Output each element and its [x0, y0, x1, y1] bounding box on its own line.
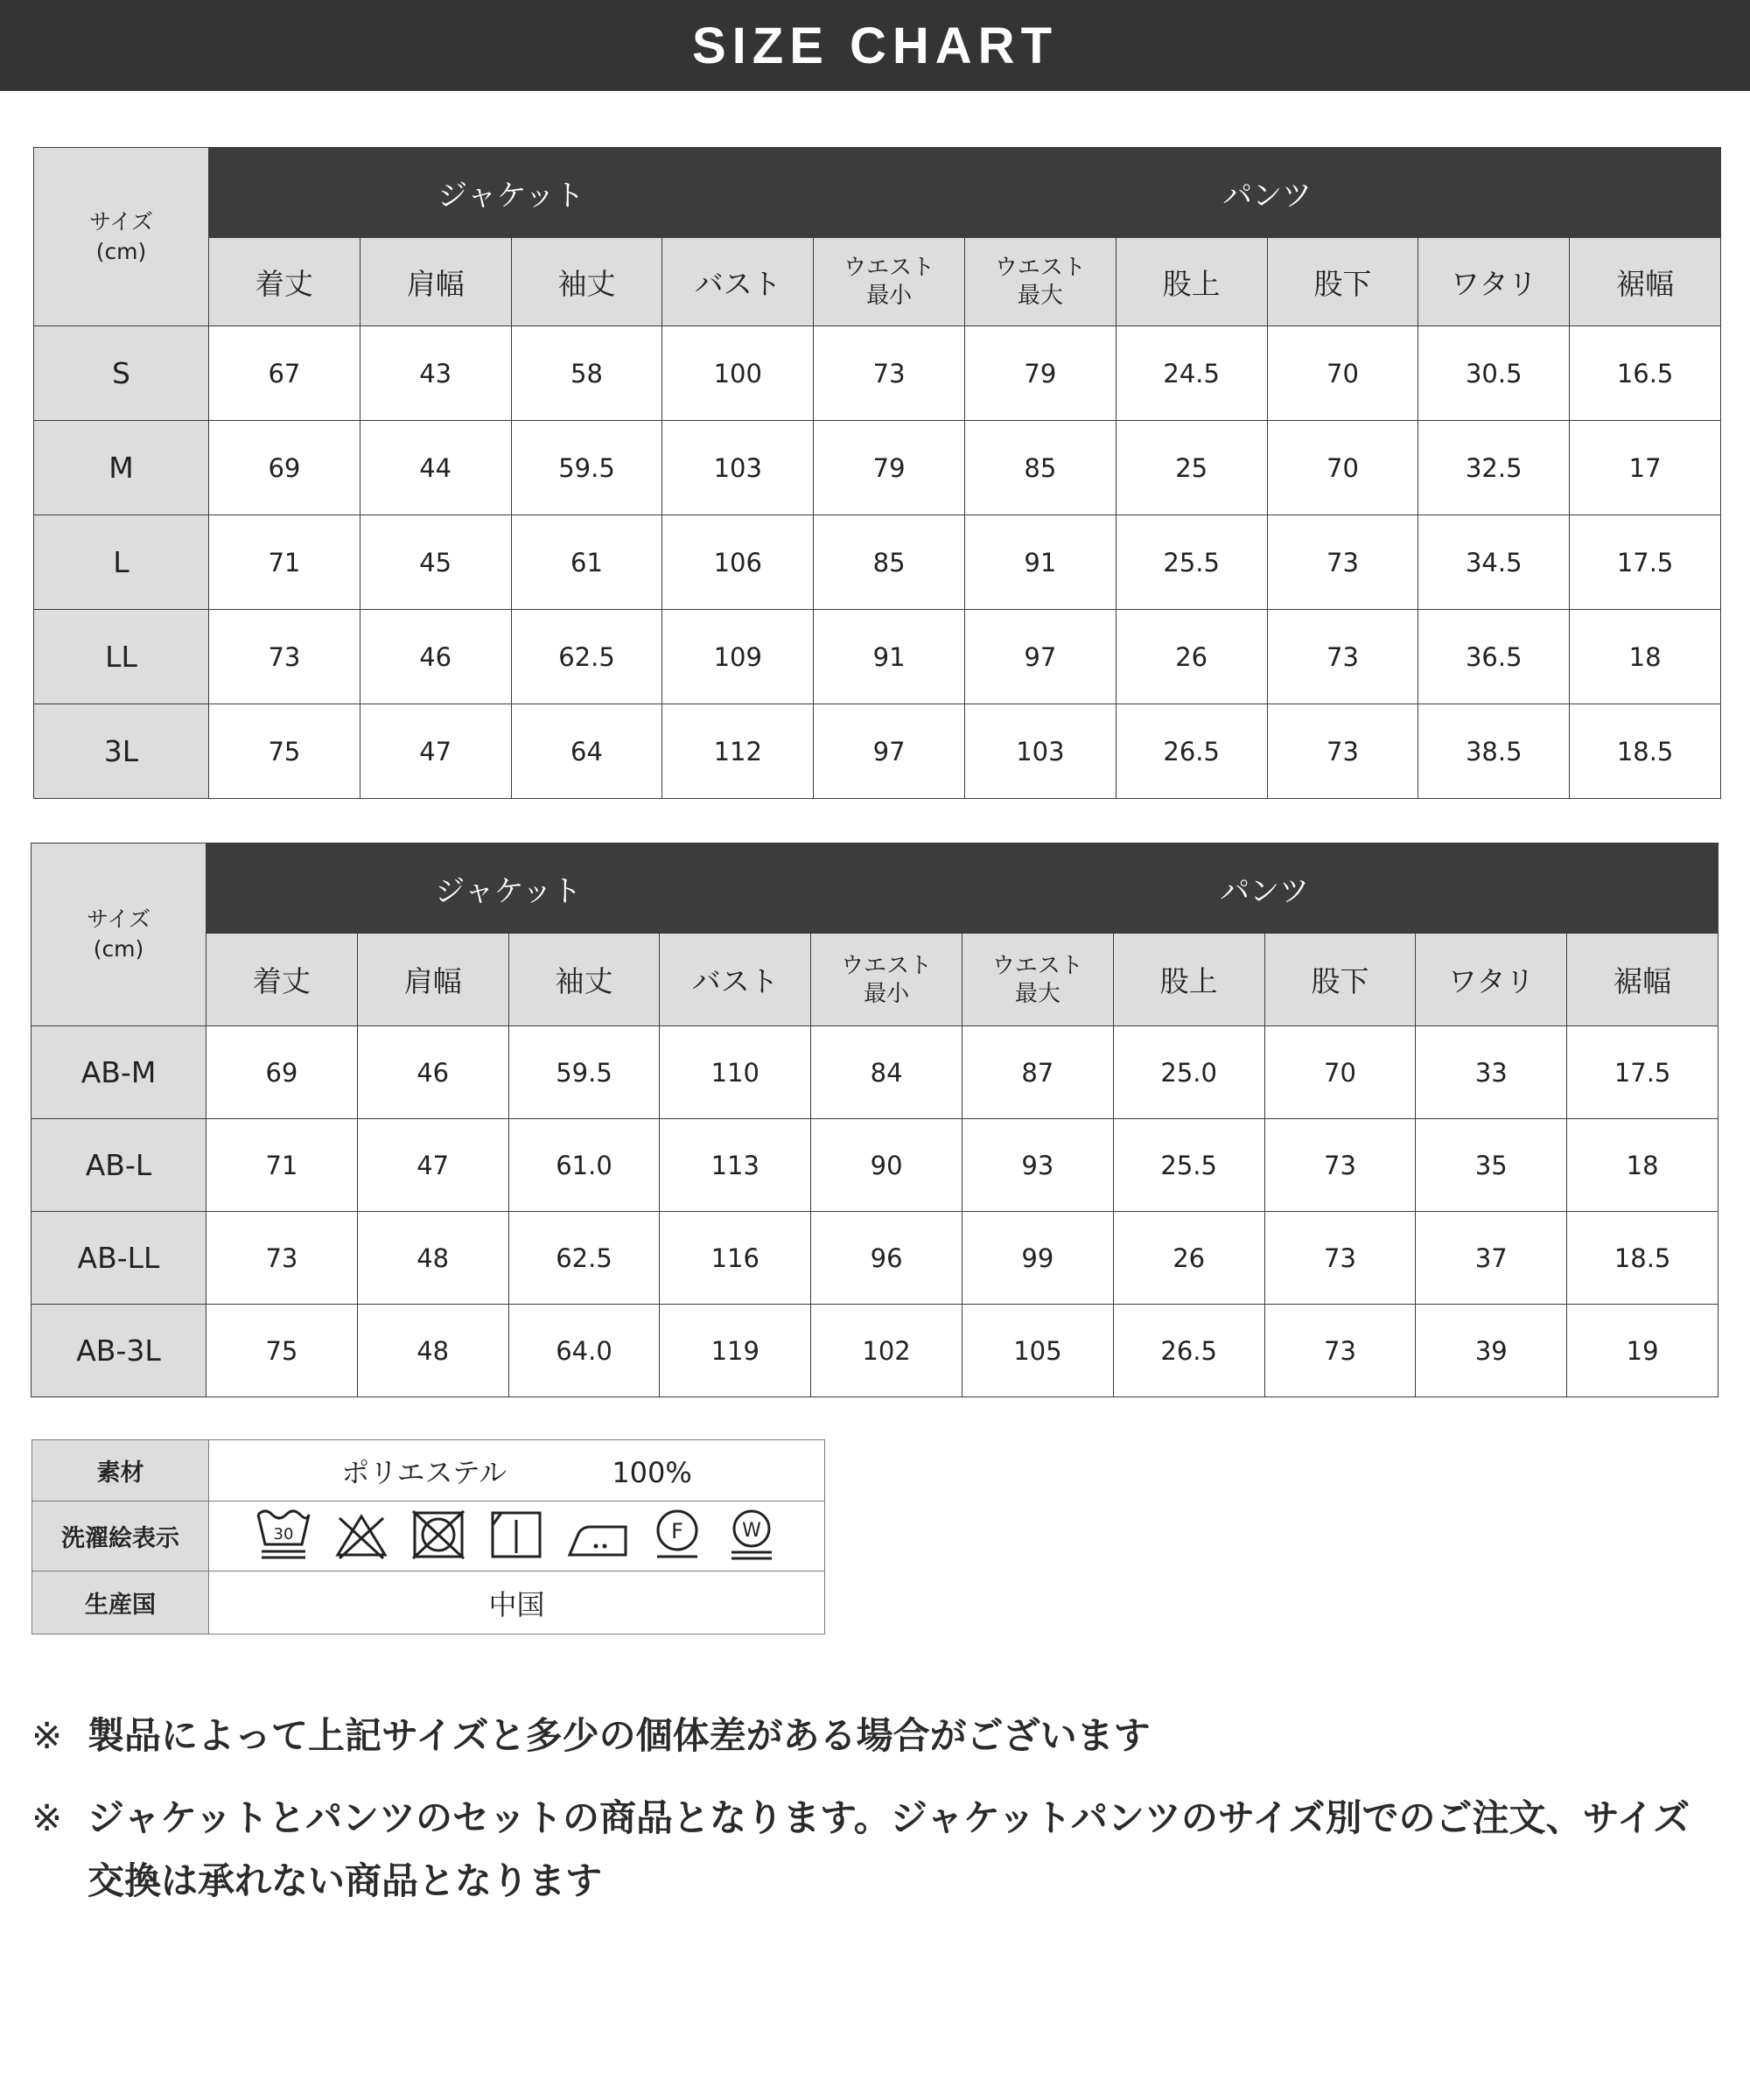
table-cell: 37: [1416, 1212, 1567, 1305]
page-title: SIZE CHART: [692, 17, 1058, 74]
column-header-line: 股下: [1311, 964, 1369, 998]
table-cell: 25.5: [1116, 515, 1267, 610]
column-header-line: 肩幅: [406, 266, 465, 301]
column-header-line: バスト: [694, 266, 781, 301]
column-header: [357, 934, 508, 1026]
no-tumble-dry-icon: [410, 1508, 467, 1565]
table-cell: 26: [1116, 610, 1267, 704]
column-header-line: 着丈: [252, 964, 311, 998]
table-cell: 75: [206, 1305, 358, 1397]
table-cell: 62.5: [508, 1212, 660, 1305]
column-header: [1267, 238, 1418, 326]
table-cell: 26.5: [1116, 704, 1267, 799]
column-header-line: 股上: [1162, 266, 1221, 301]
column-header: [360, 238, 511, 326]
column-header-line: 袖丈: [555, 964, 613, 998]
line-dry-shade-icon: [487, 1508, 545, 1565]
table-cell: 85: [964, 421, 1116, 515]
material-percent: 100%: [612, 1455, 692, 1489]
table-cell: 70: [1267, 421, 1418, 515]
column-header-line: 股下: [1313, 266, 1372, 301]
table-cell: 79: [964, 326, 1116, 421]
table-cell: 38.5: [1418, 704, 1570, 799]
size-label: サイズ: [86, 906, 150, 932]
column-header-line: 袖丈: [557, 266, 616, 301]
table-cell: 70: [1267, 326, 1418, 421]
table-cell: 119: [660, 1305, 811, 1397]
material-value: [209, 1440, 825, 1502]
table-cell: 73: [206, 1212, 358, 1305]
table-row: [34, 421, 1721, 515]
table-row: [32, 1305, 1718, 1397]
table-cell: 47: [357, 1119, 508, 1212]
table-row: [34, 515, 1721, 610]
table-cell: 17: [1570, 421, 1721, 515]
table-cell: 25.5: [1113, 1119, 1264, 1212]
table-cell: 30.5: [1418, 326, 1570, 421]
note-mark: ※: [32, 1714, 63, 1757]
group-header-jacket: ジャケット: [209, 148, 814, 238]
wash-30-icon: [255, 1508, 312, 1565]
table-cell: 116: [660, 1212, 811, 1305]
table-cell: 48: [357, 1305, 508, 1397]
column-header: [811, 934, 962, 1026]
column-header: [209, 238, 360, 326]
column-header: [814, 238, 965, 326]
origin-value: 中国: [209, 1572, 825, 1634]
size-row-header: AB-LL: [32, 1212, 206, 1305]
size-row-header: S: [34, 326, 209, 421]
column-header: [1416, 934, 1567, 1026]
table-cell: 24.5: [1116, 326, 1267, 421]
table-cell: 19: [1567, 1305, 1718, 1397]
table-cell: 97: [814, 704, 965, 799]
column-header: [1418, 238, 1570, 326]
column-header: [508, 934, 660, 1026]
table-row: [34, 704, 1721, 799]
size-table-ab: [31, 843, 1718, 1397]
size-corner-header: [34, 148, 209, 326]
note-text: ジャケットとパンツのセットの商品となります。ジャケットパンツのサイズ別でのご注文、サイズ交換は承れない商品となります: [88, 1796, 1690, 1902]
table-cell: 73: [1264, 1119, 1416, 1212]
table-cell: 73: [1264, 1212, 1416, 1305]
table-cell: 93: [962, 1119, 1113, 1212]
column-header: [964, 238, 1116, 326]
table-cell: 102: [811, 1305, 962, 1397]
table-cell: 43: [360, 326, 511, 421]
size-row-header: M: [34, 421, 209, 515]
table-cell: 73: [1267, 704, 1418, 799]
table-cell: 73: [1264, 1305, 1416, 1397]
column-header: [1116, 238, 1267, 326]
table-cell: 44: [360, 421, 511, 515]
column-header-line: 最小: [864, 980, 910, 1007]
note-text: 製品によって上記サイズと多少の個体差がある場合がございます: [88, 1714, 1151, 1757]
table-cell: 64: [511, 704, 662, 799]
care-label: 洗濯絵表示: [32, 1502, 209, 1572]
table-cell: 26.5: [1113, 1305, 1264, 1397]
size-table-regular: [33, 147, 1721, 799]
table-cell: 103: [964, 704, 1116, 799]
table-cell: 34.5: [1418, 515, 1570, 610]
svg-text:F: F: [671, 1518, 684, 1544]
table-row: [32, 1119, 1718, 1212]
size-label: サイズ: [88, 208, 153, 234]
group-header-pants: パンツ: [814, 148, 1721, 238]
size-row-header: 3L: [34, 704, 209, 799]
product-info-table: [32, 1439, 825, 1634]
column-header-line: 裾幅: [1616, 266, 1675, 301]
table-cell: 73: [1267, 515, 1418, 610]
table-cell: 91: [814, 610, 965, 704]
table-cell: 113: [660, 1119, 811, 1212]
table-cell: 96: [811, 1212, 962, 1305]
table-cell: 91: [964, 515, 1116, 610]
table-cell: 112: [662, 704, 814, 799]
column-header: [1567, 934, 1718, 1026]
table-cell: 17.5: [1567, 1026, 1718, 1119]
column-header-line: 最大: [1014, 980, 1060, 1007]
header-banner: [0, 0, 1750, 91]
table-cell: 39: [1416, 1305, 1567, 1397]
column-header-line: ウエスト: [844, 255, 935, 281]
table-cell: 47: [360, 704, 511, 799]
column-header-line: 裾幅: [1614, 964, 1672, 998]
column-header-line: 最大: [1017, 283, 1063, 309]
unit-label: (cm): [95, 238, 147, 264]
notes: [32, 1704, 1720, 1932]
column-header-line: 最小: [866, 283, 913, 309]
table-cell: 25: [1116, 421, 1267, 515]
column-header: [1264, 934, 1416, 1026]
table-cell: 70: [1264, 1026, 1416, 1119]
table-cell: 73: [209, 610, 360, 704]
column-header-line: 股上: [1159, 964, 1218, 998]
column-header-line: ウエスト: [991, 952, 1083, 979]
column-header: [660, 934, 811, 1026]
table-cell: 26: [1113, 1212, 1264, 1305]
column-header-line: 肩幅: [403, 964, 462, 998]
table-cell: 67: [209, 326, 360, 421]
table-row: [32, 1026, 1718, 1119]
table-cell: 48: [357, 1212, 508, 1305]
table-cell: 18: [1570, 610, 1721, 704]
column-header-line: ウエスト: [994, 255, 1086, 281]
table-cell: 17.5: [1570, 515, 1721, 610]
table-cell: 69: [206, 1026, 358, 1119]
table-cell: 84: [811, 1026, 962, 1119]
table-cell: 62.5: [511, 610, 662, 704]
table-cell: 87: [962, 1026, 1113, 1119]
table-cell: 71: [209, 515, 360, 610]
table-cell: 90: [811, 1119, 962, 1212]
no-bleach-icon: [332, 1508, 390, 1565]
column-header-line: 着丈: [255, 266, 313, 301]
table-row: [34, 326, 1721, 421]
table-cell: 59.5: [508, 1026, 660, 1119]
table-cell: 36.5: [1418, 610, 1570, 704]
group-header-pants: パンツ: [811, 844, 1718, 934]
size-row-header: AB-L: [32, 1119, 206, 1212]
table-cell: 18.5: [1570, 704, 1721, 799]
table-cell: 35: [1416, 1119, 1567, 1212]
column-header: [1113, 934, 1264, 1026]
table-cell: 110: [660, 1026, 811, 1119]
table-cell: 79: [814, 421, 965, 515]
unit-label: (cm): [93, 936, 144, 962]
note-mark: ※: [32, 1796, 63, 1839]
note-item: [32, 1787, 1720, 1913]
material-label: 素材: [32, 1440, 209, 1502]
size-row-header: LL: [34, 610, 209, 704]
table-cell: 32.5: [1418, 421, 1570, 515]
table-cell: 58: [511, 326, 662, 421]
dry-clean-f-icon: [650, 1508, 704, 1565]
table-cell: 103: [662, 421, 814, 515]
table-row: [34, 610, 1721, 704]
table-cell: 75: [209, 704, 360, 799]
svg-text:W: W: [741, 1519, 761, 1542]
column-header: [962, 934, 1113, 1026]
table-cell: 33: [1416, 1026, 1567, 1119]
table-cell: 99: [962, 1212, 1113, 1305]
table-cell: 64.0: [508, 1305, 660, 1397]
table-cell: 46: [360, 610, 511, 704]
size-row-header: AB-3L: [32, 1305, 206, 1397]
table-cell: 73: [814, 326, 965, 421]
table-cell: 73: [1267, 610, 1418, 704]
table-cell: 46: [357, 1026, 508, 1119]
table-cell: 45: [360, 515, 511, 610]
wet-clean-w-icon: [724, 1508, 779, 1565]
size-row-header: L: [34, 515, 209, 610]
table-cell: 25.0: [1113, 1026, 1264, 1119]
table-cell: 61.0: [508, 1119, 660, 1212]
group-header-jacket: ジャケット: [206, 844, 811, 934]
table-cell: 100: [662, 326, 814, 421]
svg-text:30: 30: [273, 1524, 294, 1544]
column-header-line: ウエスト: [841, 952, 933, 979]
origin-label: 生産国: [32, 1572, 209, 1634]
column-header-line: バスト: [691, 964, 779, 998]
table-cell: 61: [511, 515, 662, 610]
size-row-header: AB-M: [32, 1026, 206, 1119]
table-cell: 16.5: [1570, 326, 1721, 421]
table-cell: 71: [206, 1119, 358, 1212]
note-item: [32, 1704, 1720, 1768]
column-header: [206, 934, 358, 1026]
column-header: [1570, 238, 1721, 326]
column-header-line: ワタリ: [1447, 964, 1535, 998]
column-header: [511, 238, 662, 326]
table-cell: 59.5: [511, 421, 662, 515]
table-cell: 106: [662, 515, 814, 610]
column-header: [662, 238, 814, 326]
column-header-line: ワタリ: [1450, 266, 1537, 301]
table-cell: 109: [662, 610, 814, 704]
table-cell: 105: [962, 1305, 1113, 1397]
table-cell: 18.5: [1567, 1212, 1718, 1305]
size-corner-header: [32, 844, 206, 1026]
table-cell: 85: [814, 515, 965, 610]
care-icons: [209, 1502, 825, 1572]
table-cell: 97: [964, 610, 1116, 704]
material-name: ポリエステル: [341, 1455, 508, 1489]
table-cell: 18: [1567, 1119, 1718, 1212]
table-row: [32, 1212, 1718, 1305]
table-cell: 69: [209, 421, 360, 515]
iron-low-icon: [564, 1508, 631, 1565]
